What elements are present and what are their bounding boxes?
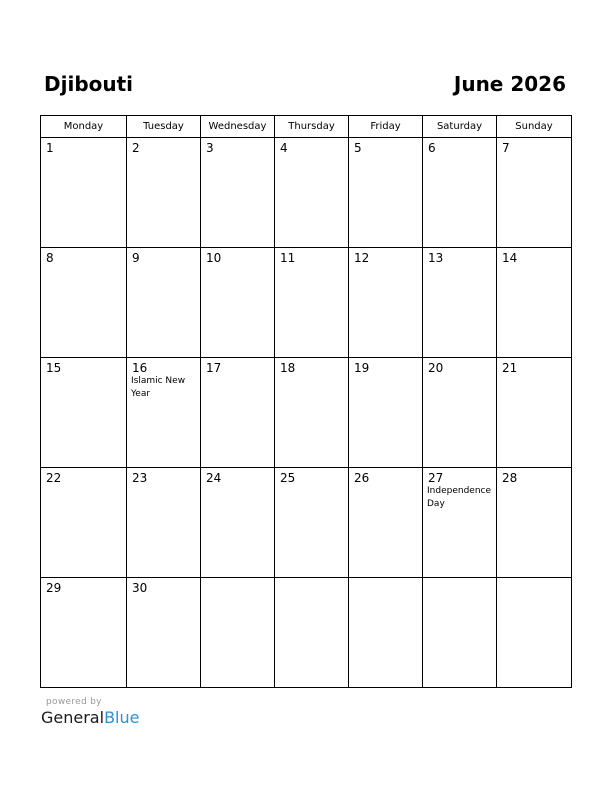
day-cell bbox=[497, 578, 572, 688]
calendar-grid bbox=[40, 115, 572, 688]
generalblue-logo bbox=[41, 708, 139, 728]
day-number: 19 bbox=[354, 361, 370, 375]
day-number: 13 bbox=[428, 251, 444, 265]
day-cell bbox=[127, 138, 201, 248]
day-cell bbox=[201, 468, 275, 578]
month-year-title: June 2026 bbox=[453, 72, 566, 96]
day-number: 25 bbox=[280, 471, 296, 485]
day-number: 20 bbox=[428, 361, 444, 375]
week-row bbox=[41, 358, 572, 468]
day-number: 4 bbox=[280, 141, 288, 155]
day-number: 5 bbox=[354, 141, 362, 155]
day-cell bbox=[275, 358, 349, 468]
day-number: 8 bbox=[46, 251, 54, 265]
day-number: 3 bbox=[206, 141, 214, 155]
day-cell bbox=[275, 138, 349, 248]
day-cell bbox=[349, 468, 423, 578]
day-cell bbox=[127, 248, 201, 358]
powered-by-text: powered by bbox=[46, 697, 102, 707]
day-number: 9 bbox=[132, 251, 140, 265]
day-cell bbox=[423, 138, 497, 248]
holiday-label: Independence Day bbox=[427, 486, 492, 509]
day-cell bbox=[201, 358, 275, 468]
day-cell bbox=[497, 248, 572, 358]
day-number: 28 bbox=[502, 471, 518, 485]
day-cell bbox=[41, 578, 127, 688]
day-number: 14 bbox=[502, 251, 518, 265]
day-number: 17 bbox=[206, 361, 222, 375]
day-cell bbox=[201, 138, 275, 248]
day-cell bbox=[349, 578, 423, 688]
day-cell bbox=[275, 248, 349, 358]
weekday-thursday: Thursday bbox=[275, 116, 349, 138]
weekday-saturday: Saturday bbox=[423, 116, 497, 138]
day-number: 22 bbox=[46, 471, 62, 485]
weekday-friday: Friday bbox=[349, 116, 423, 138]
day-number: 2 bbox=[132, 141, 140, 155]
day-number: 30 bbox=[132, 581, 148, 595]
day-number: 18 bbox=[280, 361, 296, 375]
day-number: 21 bbox=[502, 361, 518, 375]
day-cell bbox=[41, 358, 127, 468]
week-row bbox=[41, 138, 572, 248]
day-number: 6 bbox=[428, 141, 436, 155]
day-cell bbox=[349, 138, 423, 248]
week-row bbox=[41, 468, 572, 578]
weekday-tuesday: Tuesday bbox=[127, 116, 201, 138]
brand-blue: Blue bbox=[104, 708, 140, 727]
day-cell bbox=[41, 138, 127, 248]
day-cell bbox=[423, 248, 497, 358]
day-cell bbox=[41, 468, 127, 578]
day-number: 12 bbox=[354, 251, 370, 265]
day-cell bbox=[201, 248, 275, 358]
weekday-wednesday: Wednesday bbox=[201, 116, 275, 138]
day-cell bbox=[275, 468, 349, 578]
day-number: 11 bbox=[280, 251, 296, 265]
week-row bbox=[41, 578, 572, 688]
day-number: 27 bbox=[428, 471, 444, 485]
day-number: 10 bbox=[206, 251, 222, 265]
day-cell bbox=[201, 578, 275, 688]
weekday-header-row bbox=[41, 116, 572, 138]
day-number: 26 bbox=[354, 471, 370, 485]
day-cell bbox=[41, 248, 127, 358]
day-number: 1 bbox=[46, 141, 54, 155]
day-cell bbox=[349, 358, 423, 468]
day-cell bbox=[349, 248, 423, 358]
country-title: Djibouti bbox=[44, 72, 134, 96]
day-number: 29 bbox=[46, 581, 62, 595]
day-cell bbox=[497, 358, 572, 468]
day-cell bbox=[497, 468, 572, 578]
week-row bbox=[41, 248, 572, 358]
holiday-label: Islamic New Year bbox=[131, 376, 186, 399]
day-cell bbox=[497, 138, 572, 248]
day-number: 15 bbox=[46, 361, 62, 375]
day-cell bbox=[127, 578, 201, 688]
day-number: 7 bbox=[502, 141, 510, 155]
day-cell bbox=[423, 578, 497, 688]
day-number: 23 bbox=[132, 471, 148, 485]
day-cell bbox=[127, 358, 201, 468]
day-cell bbox=[127, 468, 201, 578]
day-number: 24 bbox=[206, 471, 222, 485]
day-cell bbox=[423, 468, 497, 578]
weekday-sunday: Sunday bbox=[497, 116, 572, 138]
weekday-monday: Monday bbox=[41, 116, 127, 138]
day-cell bbox=[423, 358, 497, 468]
day-number: 16 bbox=[132, 361, 148, 375]
brand-general: General bbox=[41, 708, 105, 727]
day-cell bbox=[275, 578, 349, 688]
